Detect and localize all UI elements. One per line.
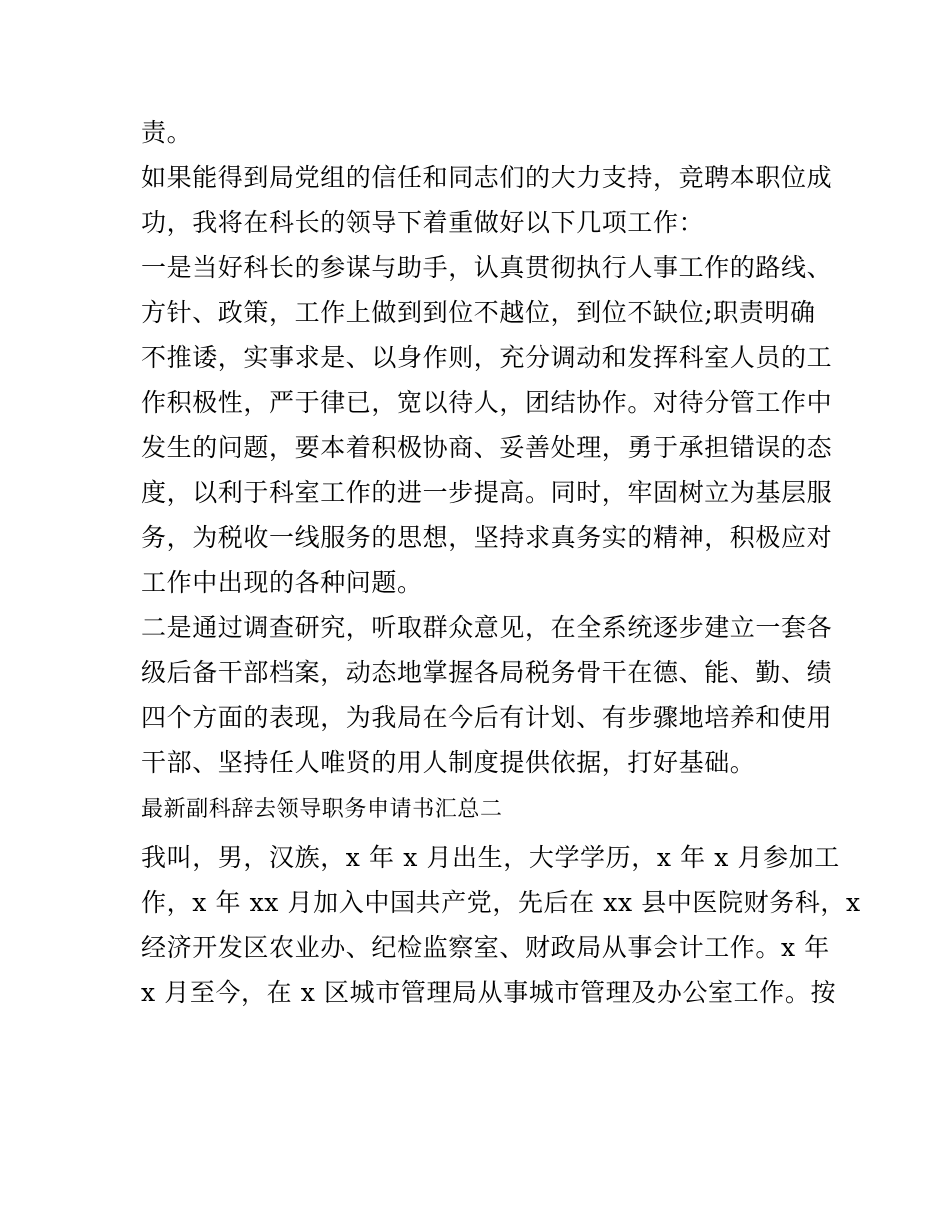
text-line: 二是通过调查研究，听取群众意见，在全系统逐步建立一套各: [141, 613, 833, 642]
text-line: 发生的问题，要本着积极协商、妥善处理，勇于承担错误的态: [141, 433, 833, 462]
text-line: 干部、坚持任人唯贤的用人制度提供依据，打好基础。: [141, 748, 756, 777]
text-line: 经济开发区农业办、纪检监察室、财政局从事会计工作。x 年: [141, 933, 830, 962]
text-line: 工作中出现的各种问题。: [141, 568, 423, 597]
text-line: 务，为税收一线服务的思想，坚持求真务实的精神，积极应对: [141, 523, 833, 552]
text-line: 方针、政策，工作上做到到位不越位，到位不缺位;职责明确: [141, 298, 816, 327]
text-line: 功，我将在科长的领导下着重做好以下几项工作：: [141, 208, 705, 237]
document-body: [141, 110, 861, 1015]
text-line: 作，x 年 xx 月加入中国共产党，先后在 xx 县中医院财务科，x: [141, 888, 861, 917]
text-line: 责。: [141, 118, 193, 147]
text-line: 级后备干部档案，动态地掌握各局税务骨干在德、能、勤、绩: [141, 658, 833, 687]
text-line: 四个方面的表现，为我局在今后有计划、有步骤地培养和使用: [141, 703, 833, 732]
text-line: 一是当好科长的参谋与助手，认真贯彻执行人事工作的路线、: [141, 253, 833, 282]
text-line: x 月至今，在 x 区城市管理局从事城市管理及办公室工作。按: [141, 978, 837, 1007]
text-line: 如果能得到局党组的信任和同志们的大力支持，竞聘本职位成: [141, 163, 833, 192]
section-heading: 最新副科辞去领导职务申请书汇总二: [141, 797, 503, 822]
text-line: 我叫，男，汉族，x 年 x 月出生，大学学历，x 年 x 月参加工: [141, 843, 840, 872]
text-line: 作积极性，严于律已，宽以待人，团结协作。对待分管工作中: [141, 388, 833, 417]
text-line: 不推诿，实事求是、以身作则，充分调动和发挥科室人员的工: [141, 343, 833, 372]
text-line: 度，以利于科室工作的进一步提高。同时，牢固树立为基层服: [141, 478, 833, 507]
